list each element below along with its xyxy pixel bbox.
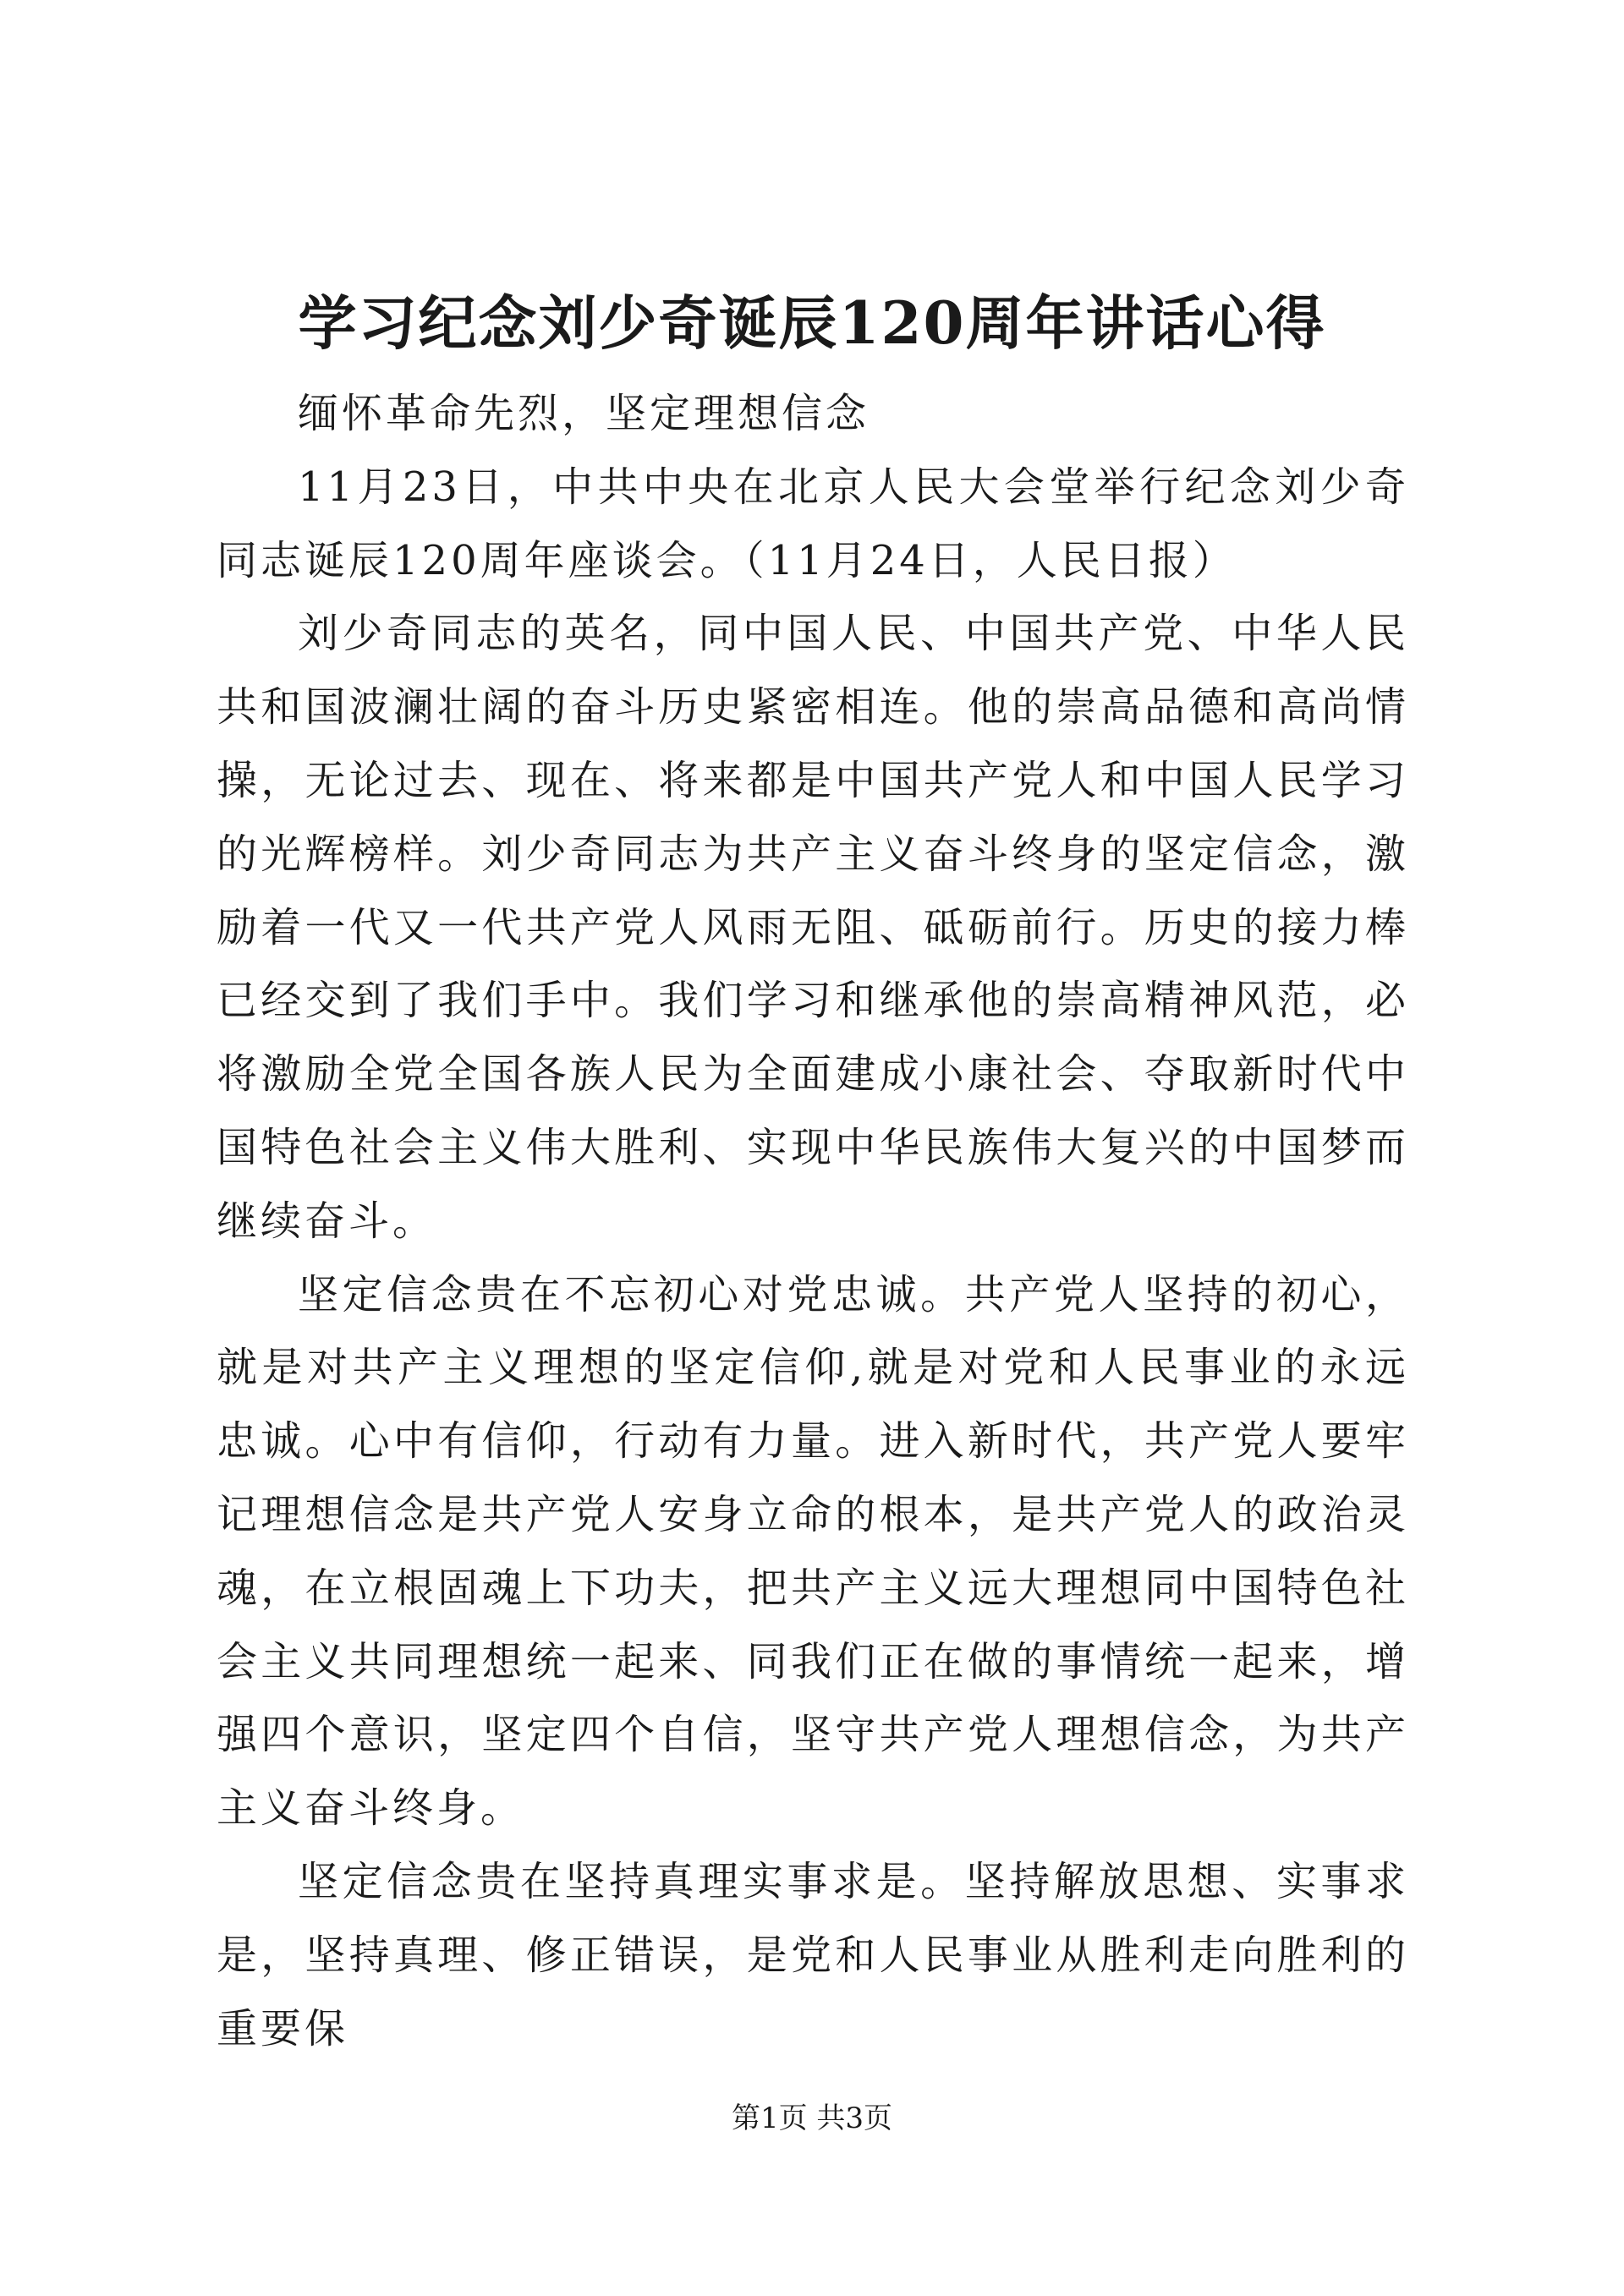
paragraph: 坚定信念贵在不忘初心对党忠诚。共产党人坚持的初心，就是对共产主义理想的坚定信仰,就是对党和人民事业的永远忠诚。心中有信仰，行动有力量。进入新时代，共产党人要牢记理想信念是共产党人安身立命的根本，是共产党人的政治灵魂，在立根固魂上下功夫，把共产主义远大理想同中国特色社会主义共同理想统一起来、同我们正在做的事情统一起来，增强四个意识，坚定四个自信，坚守共产党人理想信念，为共产主义奋斗终身。 — [217, 1270, 1409, 1833]
document-body — [217, 377, 1409, 2065]
page-number: 第1页 共3页 — [731, 2101, 893, 2135]
page-footer — [0, 2097, 1624, 2140]
paragraph: 11月23日，中共中央在北京人民大会堂举行纪念刘少奇同志诞辰120周年座谈会。（11月24日，人民日报） — [217, 463, 1409, 584]
paragraph: 坚定信念贵在坚持真理实事求是。坚持解放思想、实事求是，坚持真理、修正错误，是党和人民事业从胜利走向胜利的重要保 — [217, 1857, 1409, 2052]
paragraph: 刘少奇同志的英名，同中国人民、中国共产党、中华人民共和国波澜壮阔的奋斗历史紧密相连。他的崇高品德和高尚情操，无论过去、现在、将来都是中国共产党人和中国人民学习的光辉榜样。刘少奇同志为共产主义奋斗终身的坚定信念，激励着一代又一代共产党人风雨无阻、砥砺前行。历史的接力棒已经交到了我们手中。我们学习和继承他的崇高精神风范，必将激励全党全国各族人民为全面建成小康社会、夺取新时代中国特色社会主义伟大胜利、实现中华民族伟大复兴的中国梦而继续奋斗。 — [217, 610, 1409, 1245]
document-title: 学习纪念刘少奇诞辰120周年讲话心得 — [298, 289, 1326, 358]
document-subtitle: 缅怀革命先烈，坚定理想信念 — [298, 390, 870, 437]
